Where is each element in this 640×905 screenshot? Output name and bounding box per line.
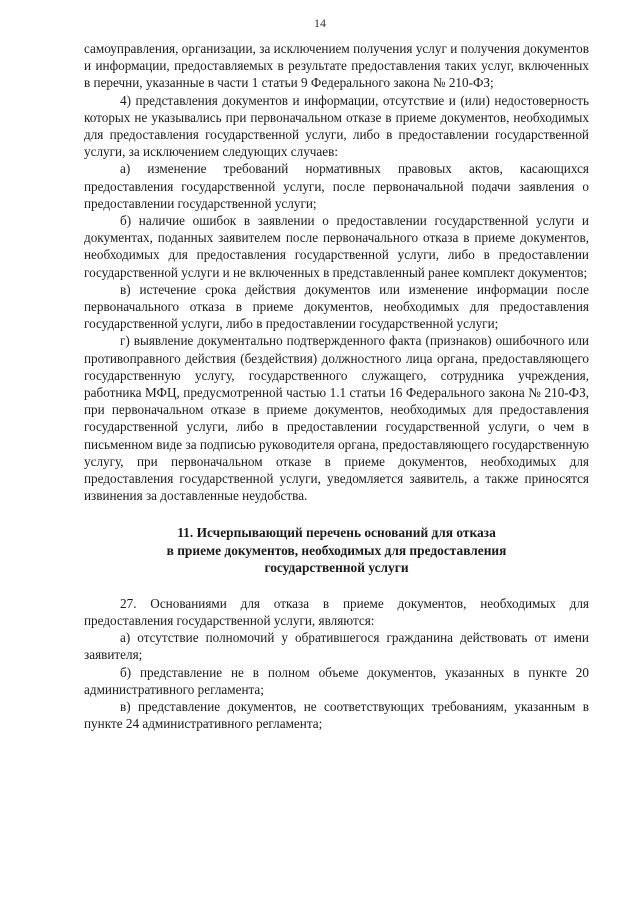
paragraph-item-4: 4) представления документов и информации, отсутствие и (или) недостоверность которых не указывались при первоначальном отказе в приеме документов, необходимых для предоставления государственной услуги, либо в предоставлении государственной услуги, за исключением следующих случаев: (84, 92, 589, 160)
paragraph-subitem-b: б) наличие ошибок в заявлении о предоставлении государственной услуги и документах, поданных заявителем после первоначального отказа в приеме документов, необходимых для предоставления государственной услуги, либо в предоставлении государственной услуги и не включенных в представленный ранее комплект документов; (84, 213, 589, 280)
section-heading-line-3: государственной услуги (264, 560, 409, 576)
paragraph-27-subitem-v: в) представление документов, не соответствующих требованиям, указанным в пункте 24 административного регламента; (84, 698, 589, 732)
section-heading (84, 524, 589, 576)
document-body (84, 40, 589, 732)
paragraph-subitem-v: в) истечение срока действия документов или изменение информации после первоначального отказа в приеме документов, необходимых для предоставления государственной услуги, либо в предоставлении государственной услуги; (84, 281, 589, 332)
paragraph-27-subitem-a: а) отсутствие полномочий у обратившегося гражданина действовать от имени заявителя; (84, 630, 589, 663)
paragraph-continuation: самоуправления, организации, за исключением получения услуг и получения документов и информации, предоставляемых в результате предоставления таких услуг, включенных в перечни, указанные в части 1 статьи 9 Федерального закона № 210-ФЗ; (84, 41, 589, 91)
page-number: 14 (314, 16, 326, 30)
paragraph-item-27: 27. Основаниями для отказа в приеме документов, необходимых для предоставления государственной услуги, являются: (84, 595, 589, 628)
paragraph-27-subitem-b: б) представление не в полном объеме документов, указанных в пункте 20 административного регламента; (84, 664, 589, 697)
section-heading-line-2: в приеме документов, необходимых для предоставления (166, 542, 507, 558)
paragraph-subitem-g: г) выявление документально подтвержденного факта (признаков) ошибочного или противоправного действия (бездействия) должностного лица органа, предоставляющего государственную услугу, государственного служащего, сотрудника учреждения, работника МФЦ, предусмотренной частью 1.1 статьи 16 Федерального закона № 210-ФЗ, при первоначальном отказе в приеме документов, необходимых для предоставления государственной услуги, либо в предоставлении государственной услуги, о чем в письменном виде за подписью руководителя органа, предоставляющего государственную услугу, при первоначальном отказе в приеме документов, необходимых для предоставления государственной услуги, уведомляется заявитель, а также приносятся извинения за доставленные неудобства. (84, 333, 589, 504)
paragraph-subitem-a: а) изменение требований нормативных правовых актов, касающихся предоставления государственной услуги, после первоначальной подачи заявления о предоставлении государственной услуги; (84, 161, 589, 211)
section-heading-line-1: 11. Исчерпывающий перечень оснований для отказа (177, 525, 496, 541)
